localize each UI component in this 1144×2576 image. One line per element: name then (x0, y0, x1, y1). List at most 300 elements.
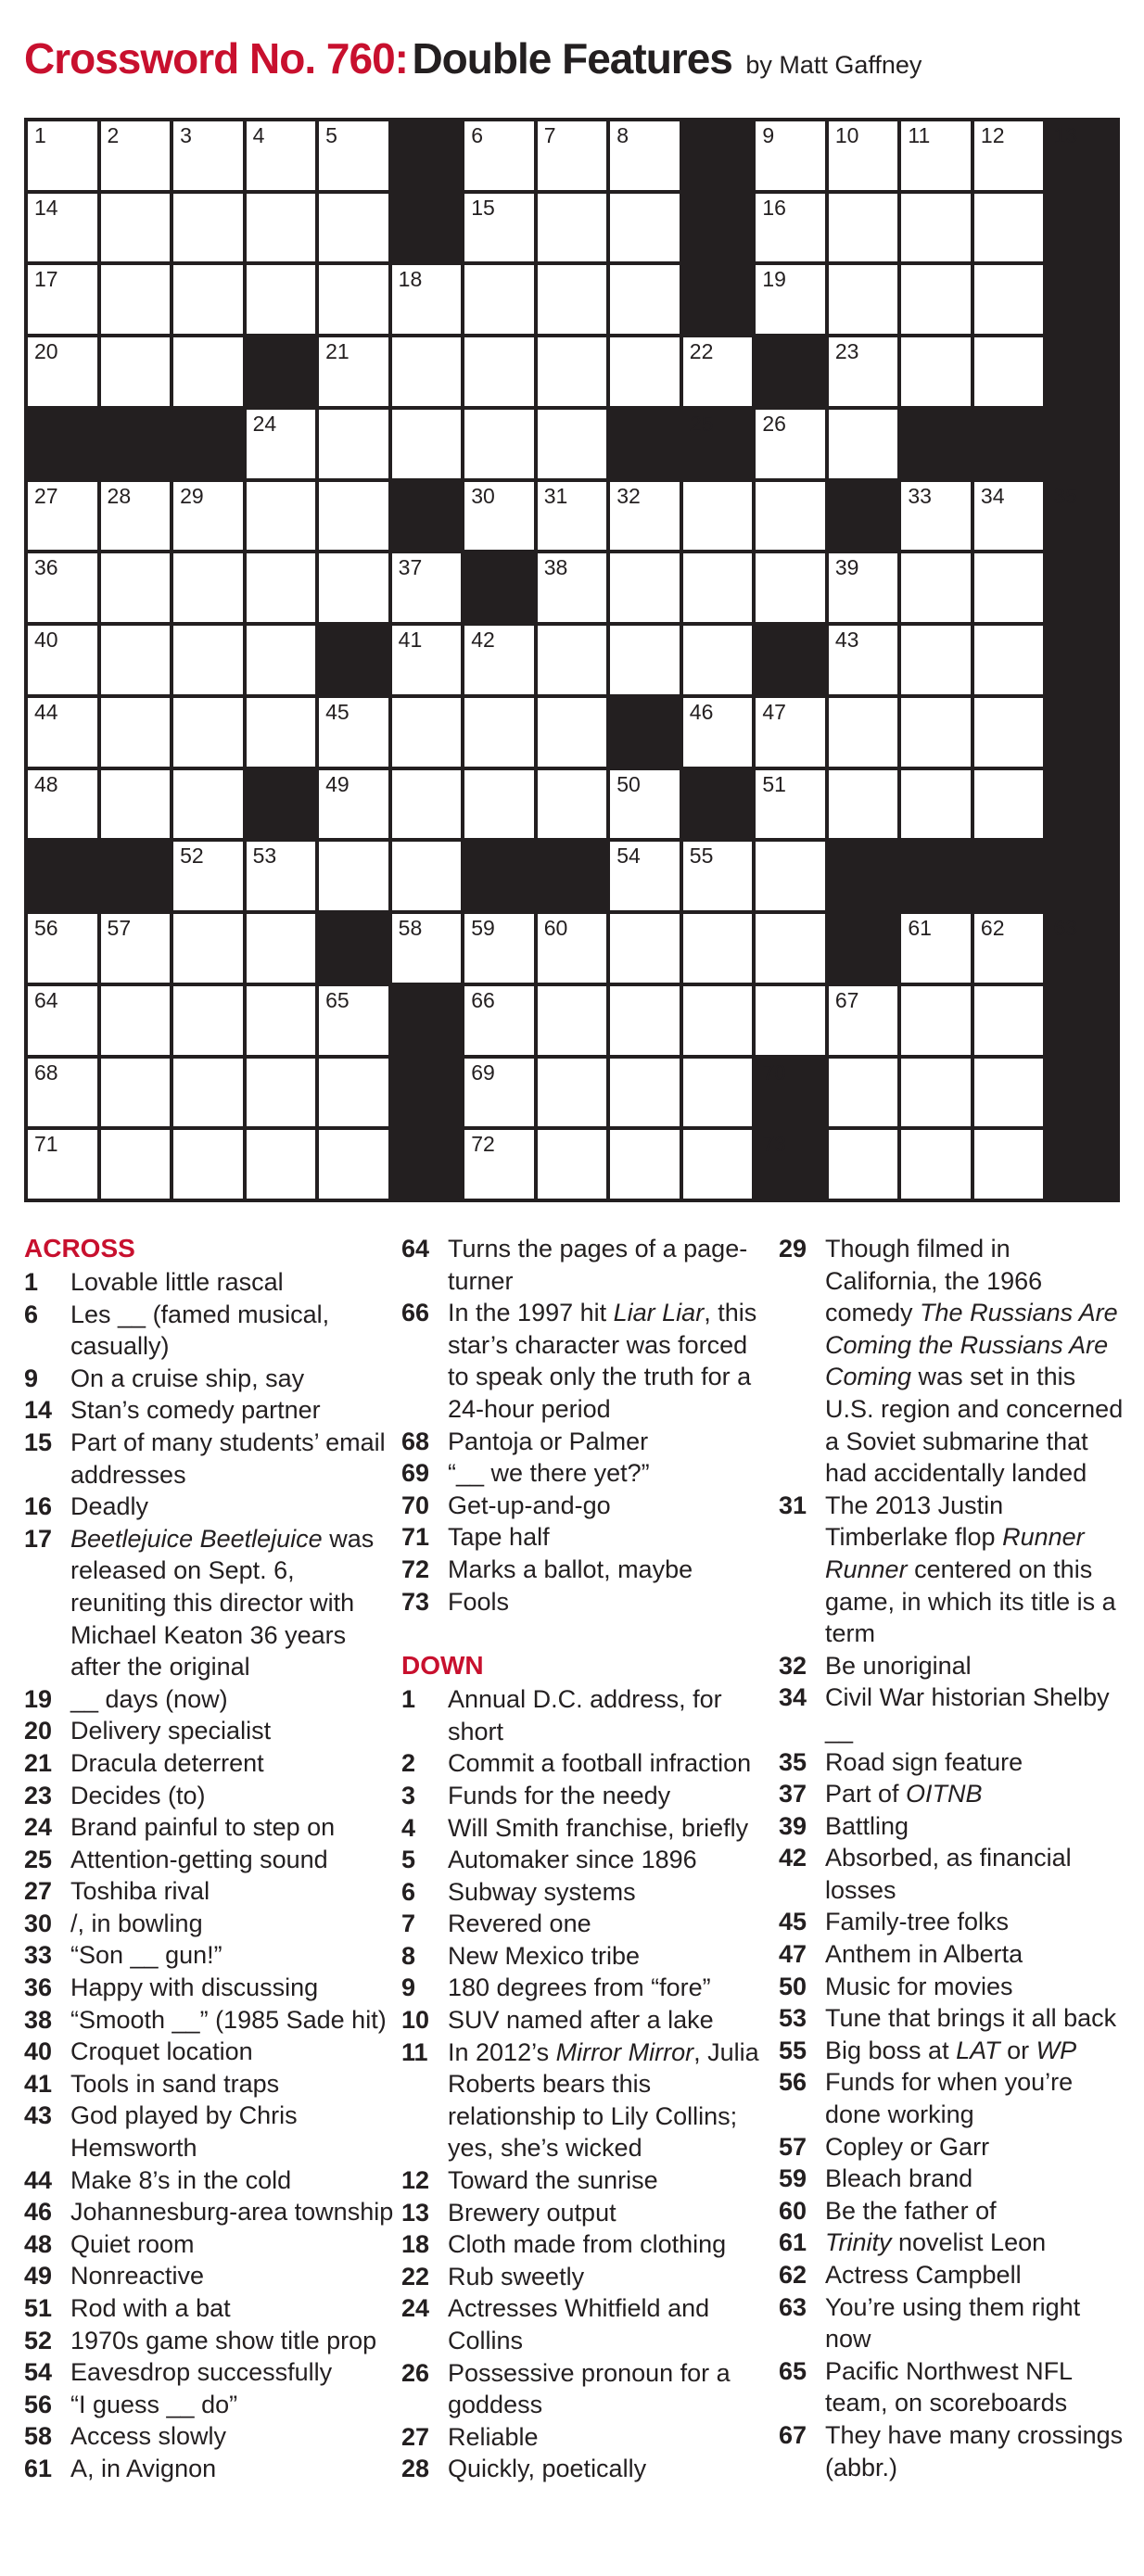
grid-cell[interactable] (101, 770, 171, 839)
grid-cell[interactable] (974, 626, 1044, 694)
cell-number: 18 (398, 267, 423, 292)
grid-cell[interactable] (101, 1130, 171, 1199)
clue-number: 11 (401, 2037, 428, 2066)
grid-block (392, 194, 462, 262)
grid-cell[interactable] (829, 1130, 898, 1199)
grid-cell[interactable] (756, 121, 825, 190)
clue-text: Tools in sand traps (70, 2069, 280, 2098)
clue-text: Anthem in Alberta (825, 1940, 1023, 1969)
grid-cell[interactable] (901, 1059, 971, 1127)
grid-cell[interactable] (974, 121, 1044, 190)
grid-cell[interactable] (538, 482, 607, 551)
cell-number: 10 (834, 123, 859, 147)
clue-text: Lovable little rascal (70, 1268, 284, 1296)
grid-cell[interactable] (538, 553, 607, 622)
grid-cell[interactable] (392, 698, 462, 767)
grid-cell[interactable] (247, 698, 316, 767)
clue-number: 33 (24, 1941, 53, 1970)
grid-cell[interactable] (28, 194, 97, 262)
cell-number: 63 (1053, 916, 1078, 941)
cell-number: 49 (325, 771, 350, 796)
grid-cell[interactable] (974, 265, 1044, 334)
clue-number: 9 (401, 1973, 416, 2002)
grid-cell[interactable] (101, 553, 171, 622)
cell-number: 67 (834, 987, 859, 1012)
cell-number: 8 (616, 123, 629, 147)
grid-cell[interactable] (101, 1059, 171, 1127)
grid-cell[interactable] (28, 337, 97, 406)
grid-block (1047, 482, 1116, 551)
clue-number: 20 (24, 1717, 53, 1745)
grid-cell[interactable] (974, 337, 1044, 406)
clue-number: 21 (24, 1748, 53, 1777)
grid-cell[interactable] (101, 986, 171, 1055)
grid-cell[interactable] (247, 121, 316, 190)
grid-cell[interactable] (247, 626, 316, 694)
grid-cell[interactable] (610, 337, 680, 406)
grid-cell[interactable] (756, 410, 825, 478)
grid-cell[interactable] (173, 770, 243, 839)
across-clue (24, 1491, 395, 1523)
clue-text: Absorbed, as financial losses (825, 1844, 1072, 1904)
grid-cell[interactable] (756, 194, 825, 262)
grid-cell[interactable] (319, 410, 388, 478)
grid-cell[interactable] (319, 121, 388, 190)
grid-cell[interactable] (173, 121, 243, 190)
grid-cell[interactable] (974, 698, 1044, 767)
grid-cell[interactable] (319, 986, 388, 1055)
clue-text: Funds for when you’re done working (825, 2068, 1074, 2129)
grid-cell[interactable] (829, 770, 898, 839)
grid-cell[interactable] (464, 914, 534, 983)
grid-cell[interactable] (683, 482, 753, 551)
grid-cell[interactable] (464, 194, 534, 262)
grid-cell[interactable] (173, 842, 243, 910)
clue-text: Cloth made from clothing (448, 2230, 727, 2259)
down-clue (401, 1683, 772, 1747)
cell-number: 45 (325, 699, 350, 724)
grid-cell[interactable] (829, 986, 898, 1055)
grid-cell[interactable] (901, 1130, 971, 1199)
clue-text: Part of OITNB (825, 1780, 983, 1808)
grid-cell[interactable] (28, 553, 97, 622)
grid-cell[interactable] (247, 1059, 316, 1127)
grid-cell[interactable] (28, 986, 97, 1055)
cell-number: 56 (34, 916, 58, 941)
cell-number: 4 (252, 123, 265, 147)
grid-cell[interactable] (392, 410, 462, 478)
grid-cell[interactable] (756, 842, 825, 910)
grid-block (610, 410, 680, 478)
grid-cell[interactable] (319, 482, 388, 551)
grid-cell[interactable] (319, 1130, 388, 1199)
clue-text: Rub sweetly (448, 2262, 585, 2290)
grid-cell[interactable] (610, 482, 680, 551)
grid-cell[interactable] (974, 986, 1044, 1055)
grid-cell[interactable] (173, 986, 243, 1055)
clue-text: Dracula deterrent (70, 1748, 264, 1777)
grid-cell[interactable] (247, 986, 316, 1055)
grid-cell[interactable] (974, 553, 1044, 622)
across-clue (24, 2356, 395, 2389)
clue-text: Actress Campbell (825, 2261, 1022, 2289)
down-clue (401, 2164, 772, 2197)
cell-number: 47 (762, 699, 786, 724)
grid-cell[interactable] (683, 986, 753, 1055)
grid-cell[interactable] (901, 698, 971, 767)
grid-cell[interactable] (392, 842, 462, 910)
across-heading: ACROSS (24, 1234, 135, 1263)
grid-cell[interactable] (538, 121, 607, 190)
clue-text: Deadly (70, 1492, 149, 1521)
grid-cell[interactable] (610, 626, 680, 694)
grid-cell[interactable] (247, 842, 316, 910)
grid-cell[interactable] (901, 626, 971, 694)
cell-number: 31 (543, 483, 568, 508)
grid-cell[interactable] (319, 842, 388, 910)
cell-number: 22 (689, 339, 714, 364)
clue-number: 72 (401, 1554, 430, 1583)
grid-cell[interactable] (829, 121, 898, 190)
cell-number: 14 (34, 195, 58, 220)
grid-cell[interactable] (464, 482, 534, 551)
clue-text: Nonreactive (70, 2262, 205, 2290)
clue-text: “Son __ gun!” (70, 1941, 222, 1970)
grid-cell[interactable] (683, 698, 753, 767)
grid-cell[interactable] (538, 1059, 607, 1127)
grid-cell[interactable] (683, 553, 753, 622)
grid-cell[interactable] (756, 770, 825, 839)
grid-cell[interactable] (683, 914, 753, 983)
across-clue (24, 2164, 395, 2197)
grid-cell[interactable] (610, 914, 680, 983)
grid-cell[interactable] (901, 337, 971, 406)
grid-cell[interactable] (538, 265, 607, 334)
grid-cell[interactable] (683, 337, 753, 406)
grid-block (101, 410, 171, 478)
grid-cell[interactable] (538, 410, 607, 478)
grid-cell[interactable] (538, 194, 607, 262)
across-clue (401, 1586, 772, 1618)
grid-cell[interactable] (101, 194, 171, 262)
clue-number: 44 (24, 2165, 53, 2194)
grid-cell[interactable] (319, 194, 388, 262)
grid-cell[interactable] (610, 1130, 680, 1199)
clue-number: 47 (779, 1940, 807, 1969)
down-clue (779, 2355, 1129, 2419)
clue-text: Beetlejuice Beetlejuice was released on Sept. 6, reuniting this director with Michael Keaton 36 years after the original (70, 1524, 375, 1681)
clue-number: 50 (779, 1972, 807, 2000)
grid-cell[interactable] (28, 698, 97, 767)
clue-number: 3 (401, 1781, 416, 1809)
grid-cell[interactable] (538, 626, 607, 694)
grid-cell[interactable] (610, 986, 680, 1055)
across-clue (401, 1457, 772, 1490)
grid-cell[interactable] (756, 986, 825, 1055)
across-clue (24, 1972, 395, 2004)
grid-cell[interactable] (173, 265, 243, 334)
grid-cell[interactable] (610, 194, 680, 262)
grid-cell[interactable] (829, 194, 898, 262)
grid-cell[interactable] (974, 914, 1044, 983)
clue-number: 61 (779, 2228, 807, 2257)
cell-number: 17 (34, 267, 58, 292)
clue-number: 15 (24, 1428, 53, 1456)
grid-cell[interactable] (464, 1059, 534, 1127)
grid-cell[interactable] (756, 265, 825, 334)
clue-text: Big boss at LAT or WP (825, 2036, 1077, 2064)
cell-number: 55 (689, 844, 714, 869)
grid-block (1047, 626, 1116, 694)
grid-block (392, 1059, 462, 1127)
grid-cell[interactable] (610, 121, 680, 190)
grid-cell[interactable] (392, 770, 462, 839)
clue-column-2 (401, 1233, 772, 2485)
grid-cell[interactable] (538, 698, 607, 767)
clue-number: 23 (24, 1781, 53, 1809)
cell-number: 27 (34, 483, 58, 508)
cell-number: 28 (107, 483, 132, 508)
cell-number: 41 (398, 628, 423, 653)
grid-cell[interactable] (101, 337, 171, 406)
grid-cell[interactable] (173, 482, 243, 551)
grid-cell[interactable] (173, 626, 243, 694)
grid-cell[interactable] (101, 121, 171, 190)
grid-cell[interactable] (901, 482, 971, 551)
clue-text: Automaker since 1896 (448, 1846, 697, 1874)
grid-cell[interactable] (247, 265, 316, 334)
grid-cell[interactable] (247, 410, 316, 478)
grid-cell[interactable] (829, 553, 898, 622)
clue-number: 40 (24, 2037, 53, 2066)
grid-cell[interactable] (101, 482, 171, 551)
clue-number: 45 (779, 1908, 807, 1936)
grid-cell[interactable] (464, 626, 534, 694)
grid-cell[interactable] (829, 698, 898, 767)
grid-cell[interactable] (464, 121, 534, 190)
grid-block (901, 410, 971, 478)
clue-text: Bleach brand (825, 2164, 973, 2193)
grid-cell[interactable] (247, 194, 316, 262)
across-clue (24, 1266, 395, 1299)
grid-cell[interactable] (683, 842, 753, 910)
grid-cell[interactable] (173, 553, 243, 622)
down-clue (779, 2419, 1129, 2483)
clue-text: Get-up-and-go (448, 1491, 611, 1519)
grid-cell[interactable] (319, 265, 388, 334)
clue-number: 17 (24, 1524, 53, 1553)
grid-cell[interactable] (974, 770, 1044, 839)
cell-number: 43 (834, 628, 859, 653)
grid-cell[interactable] (28, 626, 97, 694)
grid-cell[interactable] (610, 842, 680, 910)
grid-cell[interactable] (173, 1130, 243, 1199)
clue-number: 62 (779, 2261, 807, 2289)
grid-cell[interactable] (173, 1059, 243, 1127)
grid-cell[interactable] (538, 1130, 607, 1199)
grid-cell[interactable] (392, 337, 462, 406)
across-clue (24, 1523, 395, 1683)
grid-cell[interactable] (101, 698, 171, 767)
grid-block (1047, 553, 1116, 622)
grid-cell[interactable] (829, 410, 898, 478)
grid-cell[interactable] (683, 626, 753, 694)
clue-number: 55 (779, 2036, 807, 2064)
clue-text: Be the father of (825, 2196, 997, 2225)
grid-cell[interactable] (392, 626, 462, 694)
grid-cell[interactable] (28, 1130, 97, 1199)
grid-cell[interactable] (829, 337, 898, 406)
grid-cell[interactable] (538, 770, 607, 839)
across-clue (24, 2260, 395, 2292)
grid-cell[interactable] (464, 1130, 534, 1199)
grid-block (392, 482, 462, 551)
cell-number: 70 (762, 1060, 786, 1085)
grid-cell[interactable] (101, 914, 171, 983)
down-clue (401, 1812, 772, 1845)
grid-cell[interactable] (319, 553, 388, 622)
clue-number: 43 (24, 2101, 53, 2130)
grid-block (464, 842, 534, 910)
grid-cell[interactable] (101, 265, 171, 334)
across-clue (24, 1747, 395, 1780)
clue-text: Happy with discussing (70, 1973, 319, 2002)
clue-text: Tape half (448, 1523, 550, 1552)
grid-block (1047, 194, 1116, 262)
grid-cell[interactable] (247, 914, 316, 983)
grid-cell[interactable] (901, 770, 971, 839)
grid-cell[interactable] (901, 121, 971, 190)
grid-cell[interactable] (901, 553, 971, 622)
grid-cell[interactable] (173, 914, 243, 983)
grid-cell[interactable] (28, 914, 97, 983)
grid-cell[interactable] (683, 1130, 753, 1199)
across-clue (24, 2389, 395, 2421)
grid-cell[interactable] (28, 770, 97, 839)
grid-cell[interactable] (392, 553, 462, 622)
clue-text: Tune that brings it all back (825, 2004, 1117, 2033)
grid-cell[interactable] (610, 553, 680, 622)
grid-cell[interactable] (901, 986, 971, 1055)
grid-cell[interactable] (319, 1059, 388, 1127)
clue-number: 18 (401, 2230, 430, 2259)
clue-text: God played by Chris Hemsworth (70, 2101, 298, 2163)
grid-cell[interactable] (974, 194, 1044, 262)
grid-cell[interactable] (101, 626, 171, 694)
grid-cell[interactable] (974, 1130, 1044, 1199)
grid-cell[interactable] (319, 770, 388, 839)
clue-text: Stan’s comedy partner (70, 1396, 321, 1425)
grid-cell[interactable] (28, 482, 97, 551)
clue-number: 12 (401, 2166, 430, 2195)
clue-number: 9 (24, 1364, 39, 1392)
cell-number: 24 (252, 411, 277, 436)
grid-cell[interactable] (464, 698, 534, 767)
grid-cell[interactable] (610, 265, 680, 334)
grid-block (319, 626, 388, 694)
down-clue (401, 2037, 772, 2164)
clue-text: Actresses Whitfield and Collins (448, 2294, 710, 2354)
grid-cell[interactable] (464, 986, 534, 1055)
clue-text: Annual D.C. address, for short (448, 1685, 722, 1745)
clue-number: 16 (24, 1492, 53, 1521)
grid-cell[interactable] (610, 770, 680, 839)
clue-text: Funds for the needy (448, 1781, 671, 1809)
grid-cell[interactable] (974, 482, 1044, 551)
grid-cell[interactable] (538, 986, 607, 1055)
grid-cell[interactable] (464, 410, 534, 478)
grid-cell[interactable] (319, 337, 388, 406)
down-clue (779, 1971, 1129, 2003)
grid-cell[interactable] (173, 337, 243, 406)
clue-number: 25 (24, 1845, 53, 1873)
grid-cell[interactable] (756, 698, 825, 767)
grid-block (1047, 698, 1116, 767)
grid-cell[interactable] (247, 553, 316, 622)
grid-block (319, 914, 388, 983)
grid-cell[interactable] (247, 482, 316, 551)
grid-cell[interactable] (538, 337, 607, 406)
grid-cell[interactable] (683, 1059, 753, 1127)
grid-cell[interactable] (464, 337, 534, 406)
grid-cell[interactable] (28, 121, 97, 190)
down-clue (779, 1233, 1129, 1490)
clue-number: 1 (401, 1685, 416, 1714)
clue-text: Possessive pronoun for a goddess (448, 2358, 731, 2419)
grid-block (1047, 770, 1116, 839)
clue-number: 56 (24, 2390, 53, 2418)
cell-number: 11 (908, 123, 931, 147)
across-clue (401, 1297, 772, 1425)
grid-cell[interactable] (829, 265, 898, 334)
grid-cell[interactable] (901, 194, 971, 262)
grid-cell[interactable] (901, 914, 971, 983)
cell-number: 59 (471, 916, 495, 941)
grid-cell[interactable] (756, 482, 825, 551)
grid-cell[interactable] (829, 626, 898, 694)
grid-cell[interactable] (392, 914, 462, 983)
grid-cell[interactable] (829, 1059, 898, 1127)
grid-cell[interactable] (464, 770, 534, 839)
clue-text: Pacific Northwest NFL team, on scoreboards (825, 2356, 1073, 2417)
grid-cell[interactable] (392, 265, 462, 334)
clue-number: 1 (24, 1268, 39, 1296)
cell-number: 23 (834, 339, 859, 364)
puzzle-theme: Double Features (412, 34, 732, 82)
clue-number: 22 (401, 2262, 430, 2290)
grid-cell[interactable] (464, 265, 534, 334)
grid-cell[interactable] (28, 1059, 97, 1127)
grid-cell[interactable] (319, 698, 388, 767)
grid-cell[interactable] (756, 914, 825, 983)
clue-number: 26 (401, 2358, 430, 2387)
clue-number: 68 (401, 1427, 430, 1455)
grid-cell[interactable] (173, 698, 243, 767)
grid-cell[interactable] (901, 265, 971, 334)
down-clue (401, 1876, 772, 1909)
across-clue (24, 2420, 395, 2453)
grid-cell[interactable] (610, 1059, 680, 1127)
clue-number: 2 (401, 1749, 416, 1778)
grid-cell[interactable] (173, 194, 243, 262)
grid-cell[interactable] (538, 914, 607, 983)
grid-cell[interactable] (974, 1059, 1044, 1127)
grid-cell[interactable] (28, 265, 97, 334)
grid-cell[interactable] (247, 1130, 316, 1199)
clue-text: On a cruise ship, say (70, 1364, 305, 1392)
clue-text: Copley or Garr (825, 2132, 990, 2161)
grid-cell[interactable] (756, 553, 825, 622)
